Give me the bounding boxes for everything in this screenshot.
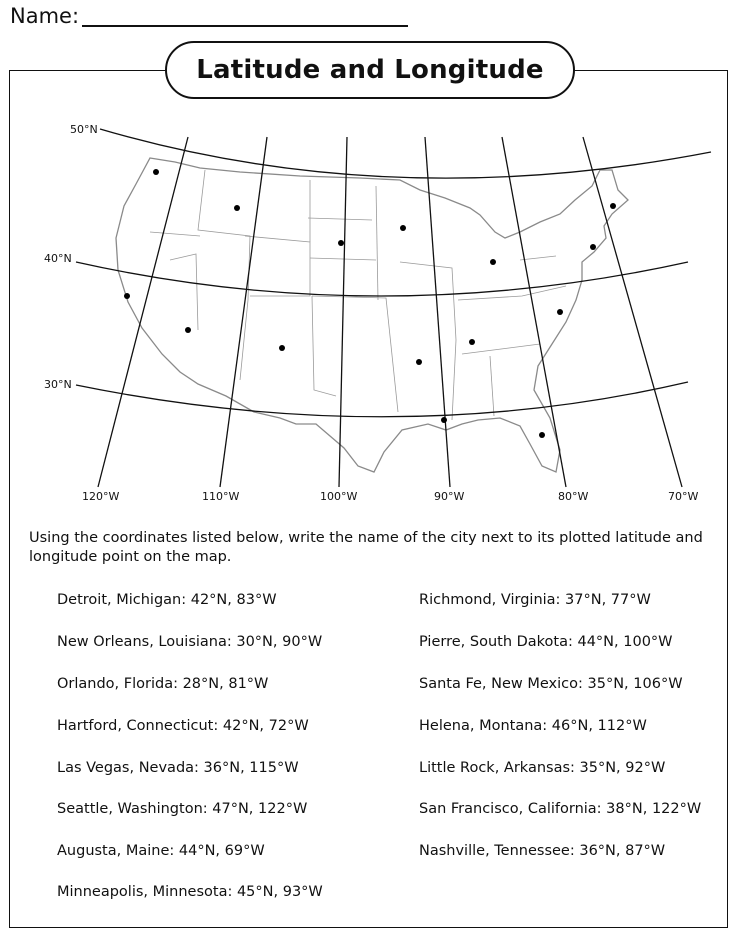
city-item: Seattle, Washington: 47°N, 122°W	[57, 801, 308, 817]
longitude-70w-line	[583, 137, 682, 487]
longitude-80w-line	[502, 137, 566, 487]
city-item: Nashville, Tennessee: 36°N, 87°W	[419, 843, 666, 859]
longitude-label-120w: 120°W	[82, 490, 120, 503]
latitude-label-50n: 50°N	[70, 123, 98, 136]
city-dot-nashville	[469, 339, 475, 345]
latitude-lines	[76, 129, 711, 417]
city-item: Las Vegas, Nevada: 36°N, 115°W	[57, 760, 299, 776]
city-dot-san-francisco	[124, 293, 130, 299]
instructions-text: Using the coordinates listed below, write the name of the city next to its plotted latitude and longitude point on the map.	[29, 530, 703, 565]
city-dot-richmond	[557, 309, 563, 315]
city-dot-minneapolis	[400, 225, 406, 231]
latitude-40n-line	[76, 262, 688, 296]
city-dot-helena	[234, 205, 240, 211]
longitude-lines	[98, 137, 682, 487]
longitude-label-100w: 100°W	[320, 490, 358, 503]
us-map	[0, 100, 736, 520]
city-item: Richmond, Virginia: 37°N, 77°W	[419, 592, 651, 608]
city-dot-santa-fe	[279, 345, 285, 351]
latitude-30n-line	[76, 382, 688, 417]
city-item: Detroit, Michigan: 42°N, 83°W	[57, 592, 277, 608]
city-item: Orlando, Florida: 28°N, 81°W	[57, 676, 269, 692]
city-dot-little-rock	[416, 359, 422, 365]
city-item: New Orleans, Louisiana: 30°N, 90°W	[57, 634, 323, 650]
name-label: Name:	[10, 4, 80, 28]
title-banner	[165, 41, 575, 99]
us-outline	[116, 158, 628, 472]
longitude-90w-line	[425, 137, 450, 487]
city-dot-orlando	[539, 432, 545, 438]
longitude-label-80w: 80°W	[558, 490, 589, 503]
city-item: Santa Fe, New Mexico: 35°N, 106°W	[419, 676, 683, 692]
city-dot-detroit	[490, 259, 496, 265]
city-dot-new-orleans	[441, 417, 447, 423]
city-dot-pierre	[338, 240, 344, 246]
city-item: Hartford, Connecticut: 42°N, 72°W	[57, 718, 309, 734]
city-item: Augusta, Maine: 44°N, 69°W	[57, 843, 265, 859]
longitude-120w-line	[98, 137, 188, 487]
name-field[interactable]	[82, 25, 408, 27]
longitude-100w-line	[339, 137, 347, 487]
longitude-label-110w: 110°W	[202, 490, 240, 503]
city-dot-augusta	[610, 203, 616, 209]
city-item: Little Rock, Arkansas: 35°N, 92°W	[419, 760, 666, 776]
city-item: Helena, Montana: 46°N, 112°W	[419, 718, 647, 734]
latitude-label-30n: 30°N	[44, 378, 72, 391]
latitude-label-40n: 40°N	[44, 252, 72, 265]
longitude-label-90w: 90°W	[434, 490, 465, 503]
city-dot-las-vegas	[185, 327, 191, 333]
city-dots	[124, 169, 616, 438]
city-item: Pierre, South Dakota: 44°N, 100°W	[419, 634, 673, 650]
city-dot-seattle	[153, 169, 159, 175]
longitude-label-70w: 70°W	[668, 490, 699, 503]
longitude-110w-line	[220, 137, 267, 487]
page-title: Latitude and Longitude	[196, 55, 544, 85]
state-borders	[150, 170, 566, 420]
city-item: Minneapolis, Minnesota: 45°N, 93°W	[57, 884, 323, 900]
city-item: San Francisco, California: 38°N, 122°W	[419, 801, 702, 817]
latitude-50n-line	[100, 129, 711, 178]
city-dot-hartford	[590, 244, 596, 250]
